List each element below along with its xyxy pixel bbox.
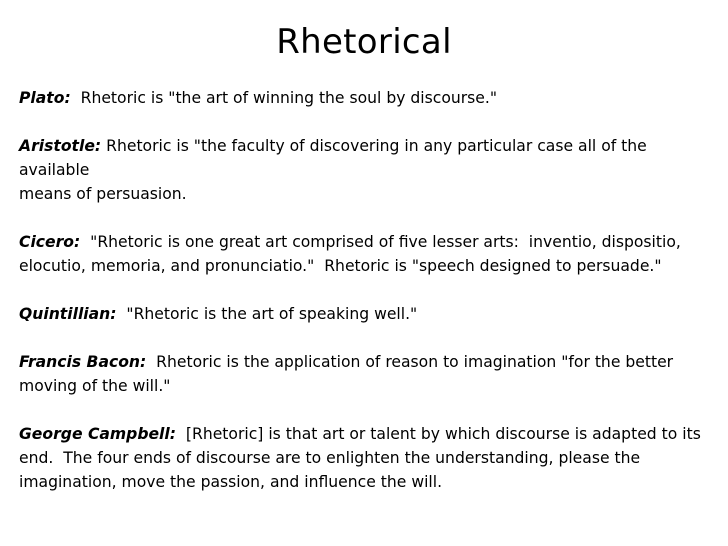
quote-aristotle [19,134,719,206]
quote-text: Rhetoric is "the art of winning the soul by discourse." [70,89,498,107]
quote-list [19,86,719,518]
quote-text: [Rhetoric] is that art or talent by which discourse is adapted to its end. The four ends of discourse are to enlighten the understanding, please the imagination, move the passion, and influence the will. [19,425,706,491]
quote-francis-bacon [19,350,719,398]
quote-speaker: Francis Bacon: [19,353,147,371]
slide-title: Rhetorical [276,22,452,62]
quote-speaker: Quintillian: [19,305,117,323]
quote-speaker: George Campbell: [19,425,176,443]
quote-plato [19,86,719,110]
quote-text: Rhetoric is the application of reason to imagination "for the better moving of the will." [19,353,679,395]
quote-george-campbell [19,422,719,494]
quote-text: "Rhetoric is one great art comprised of five lesser arts: inventio, dispositio, elocutio, memoria, and pronunciatio." Rhetoric is "speech designed to persuade." [19,233,686,275]
quote-quintillian [19,302,719,326]
quote-speaker: Aristotle: [19,137,102,155]
quote-speaker: Cicero: [19,233,81,251]
quote-text: Rhetoric is "the faculty of discovering in any particular case all of the available means of persuasion. [19,137,647,203]
quote-cicero [19,230,719,278]
quote-speaker: Plato: [19,89,71,107]
quote-text: "Rhetoric is the art of speaking well." [116,305,418,323]
